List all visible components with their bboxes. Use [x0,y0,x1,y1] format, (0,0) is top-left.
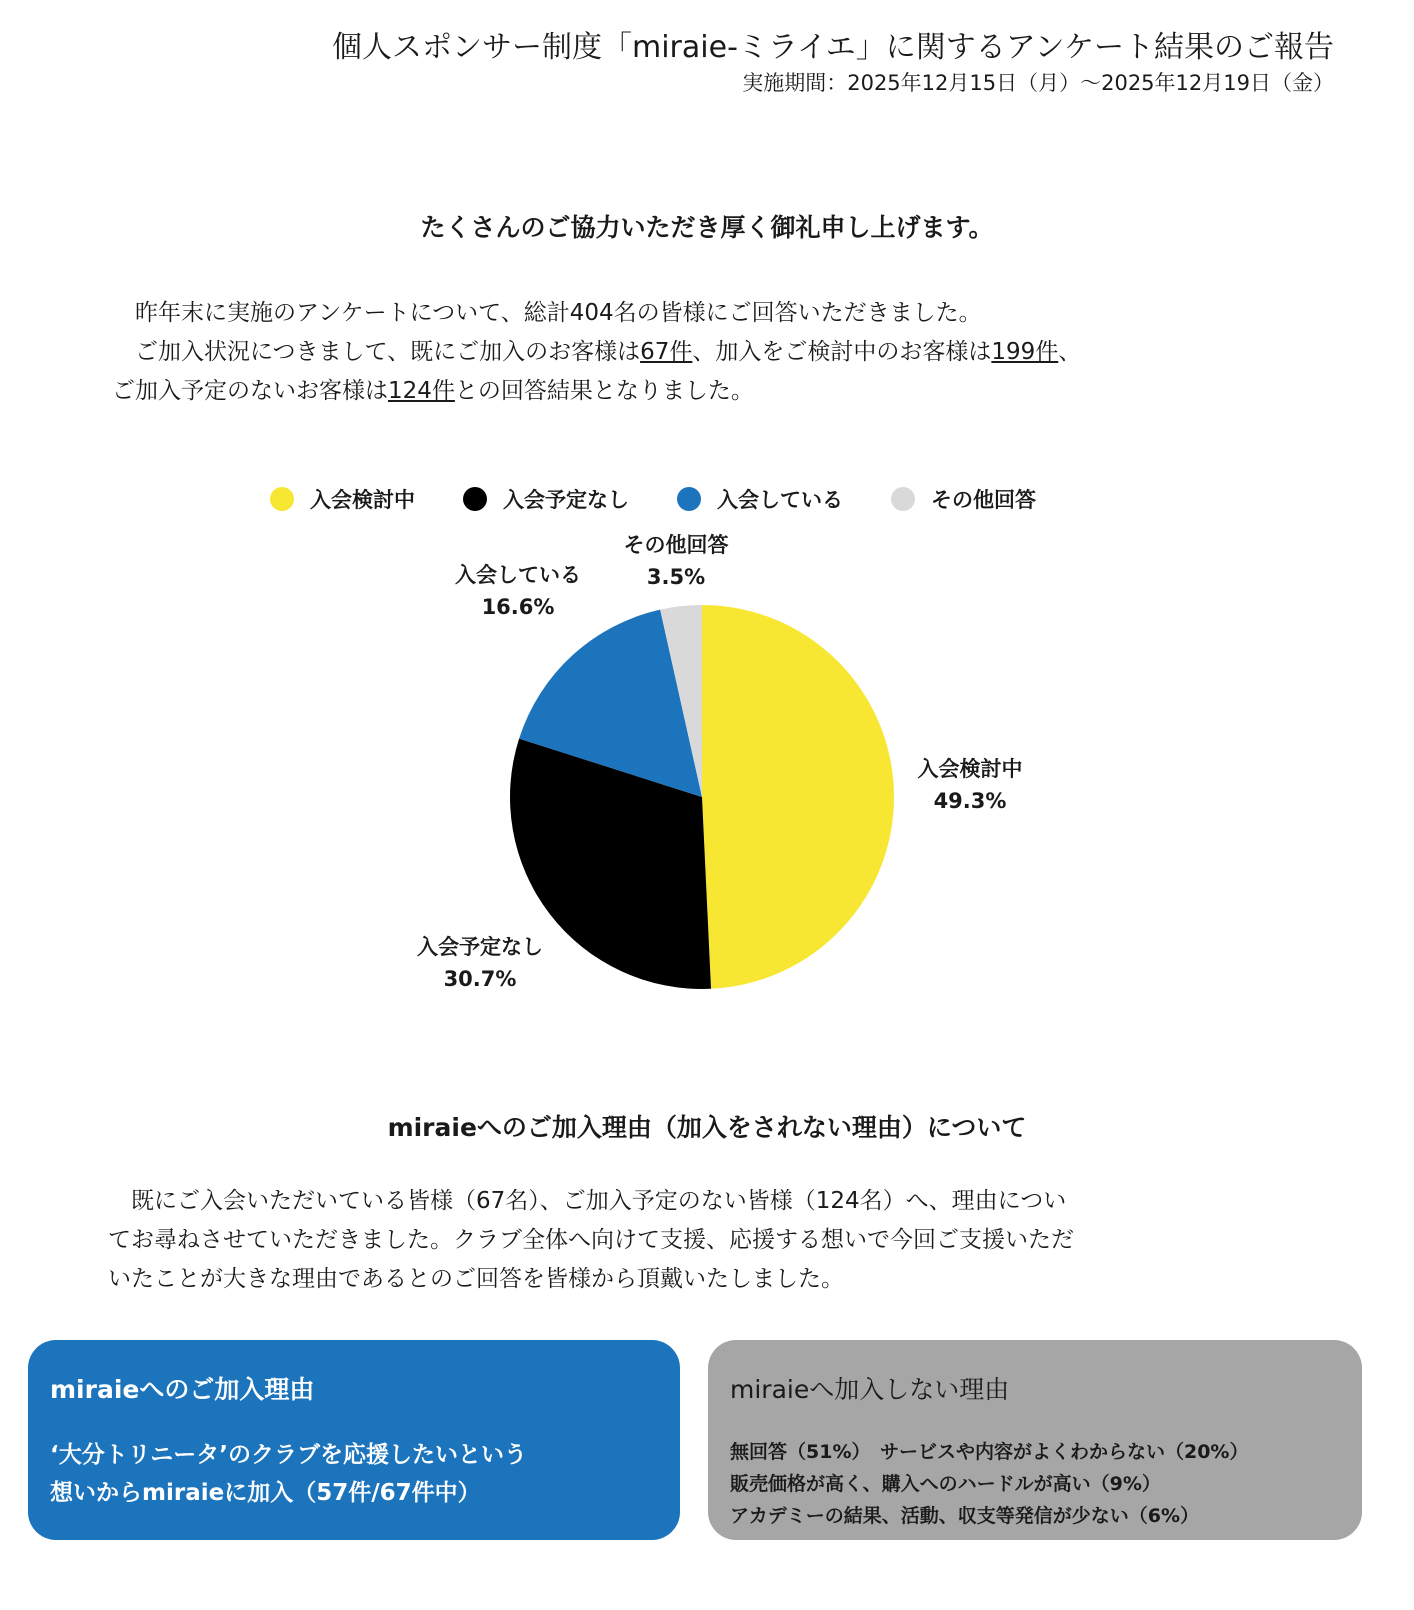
no-join-reason-line: アカデミーの結果、活動、収支等発信が少ない（6%） [730,1505,1200,1527]
no-join-reason-line: 無回答（51%） サービスや内容がよくわからない（20%） [730,1441,1249,1463]
join-reason-line: 想いからmiraieに加入（57件/67件中） [50,1480,481,1506]
legend-label: 入会している [717,488,843,512]
join-reason-title: miraieへのご加入理由 [50,1375,315,1404]
reasons-line: てお尋ねさせていただきました。クラブ全体へ向けて支援、応援する想いで今回ご支援いただ [108,1227,1074,1253]
label-considering-value: 49.3% [933,789,1007,813]
reasons-text [108,1182,1308,1299]
legend-label: その他回答 [931,488,1036,512]
intro-line2-b: 、加入をご検討中のお客様は [692,339,992,365]
thanks-heading: たくさんのご協力いただき厚く御礼申し上げます。 [420,213,994,242]
intro-line3-a: ご加入予定のないお客様は [112,378,388,404]
legend-label: 入会検討中 [310,488,415,512]
label-other-category: その他回答 [623,533,729,557]
reasons-line1: 既にご入会いただいている皆様（67名）、ご加入予定のない皆様（124名）へ、理由につい [131,1188,1067,1214]
count-considering: 199件 [991,339,1059,365]
legend-label: 入会予定なし [503,488,629,512]
reasons-line: いたことが大きな理由であるとのご回答を皆様から頂戴いたしました。 [108,1266,844,1292]
label-other-value: 3.5% [646,565,706,589]
no-join-reason-title: miraieへ加入しない理由 [730,1375,1010,1404]
no-join-reason-card [708,1340,1362,1540]
label-not-joining-category: 入会予定なし [417,935,543,959]
label-joined-category: 入会している [455,563,581,587]
label-not-joining-value: 30.7% [443,967,517,991]
join-reason-line: ‘大分トリニータ’のクラブを応援したいという [50,1442,528,1468]
count-joined: 67件 [640,339,693,365]
no-join-reason-line: 販売価格が高く、購入へのハードルが高い（9%） [730,1473,1161,1495]
slice-considering [702,605,894,989]
report-title: 個人スポンサー制度「miraie-ミライエ」に関するアンケート結果のご報告 [332,30,1334,65]
intro-line2-a: ご加入状況につきまして、既にご加入のお客様は [135,339,641,365]
count-not-joining: 124件 [388,378,455,404]
join-reason-body [50,1436,658,1512]
survey-period: 実施期間：2025年12月15日（月）～2025年12月19日（金） [742,71,1334,95]
label-considering-category: 入会検討中 [917,757,1023,781]
intro-line3-b: との回答結果となりました。 [454,378,754,404]
reasons-line [108,1182,1308,1221]
intro-line1: 昨年末に実施のアンケートについて、総計404名の皆様にご回答いただきました。 [135,300,982,326]
intro-line2-c: 、 [1058,339,1082,365]
reasons-heading: miraieへのご加入理由（加入をされない理由）について [387,1113,1027,1142]
no-join-reason-body [730,1436,1340,1532]
label-joined-value: 16.6% [481,595,555,619]
join-reason-card [28,1340,680,1540]
